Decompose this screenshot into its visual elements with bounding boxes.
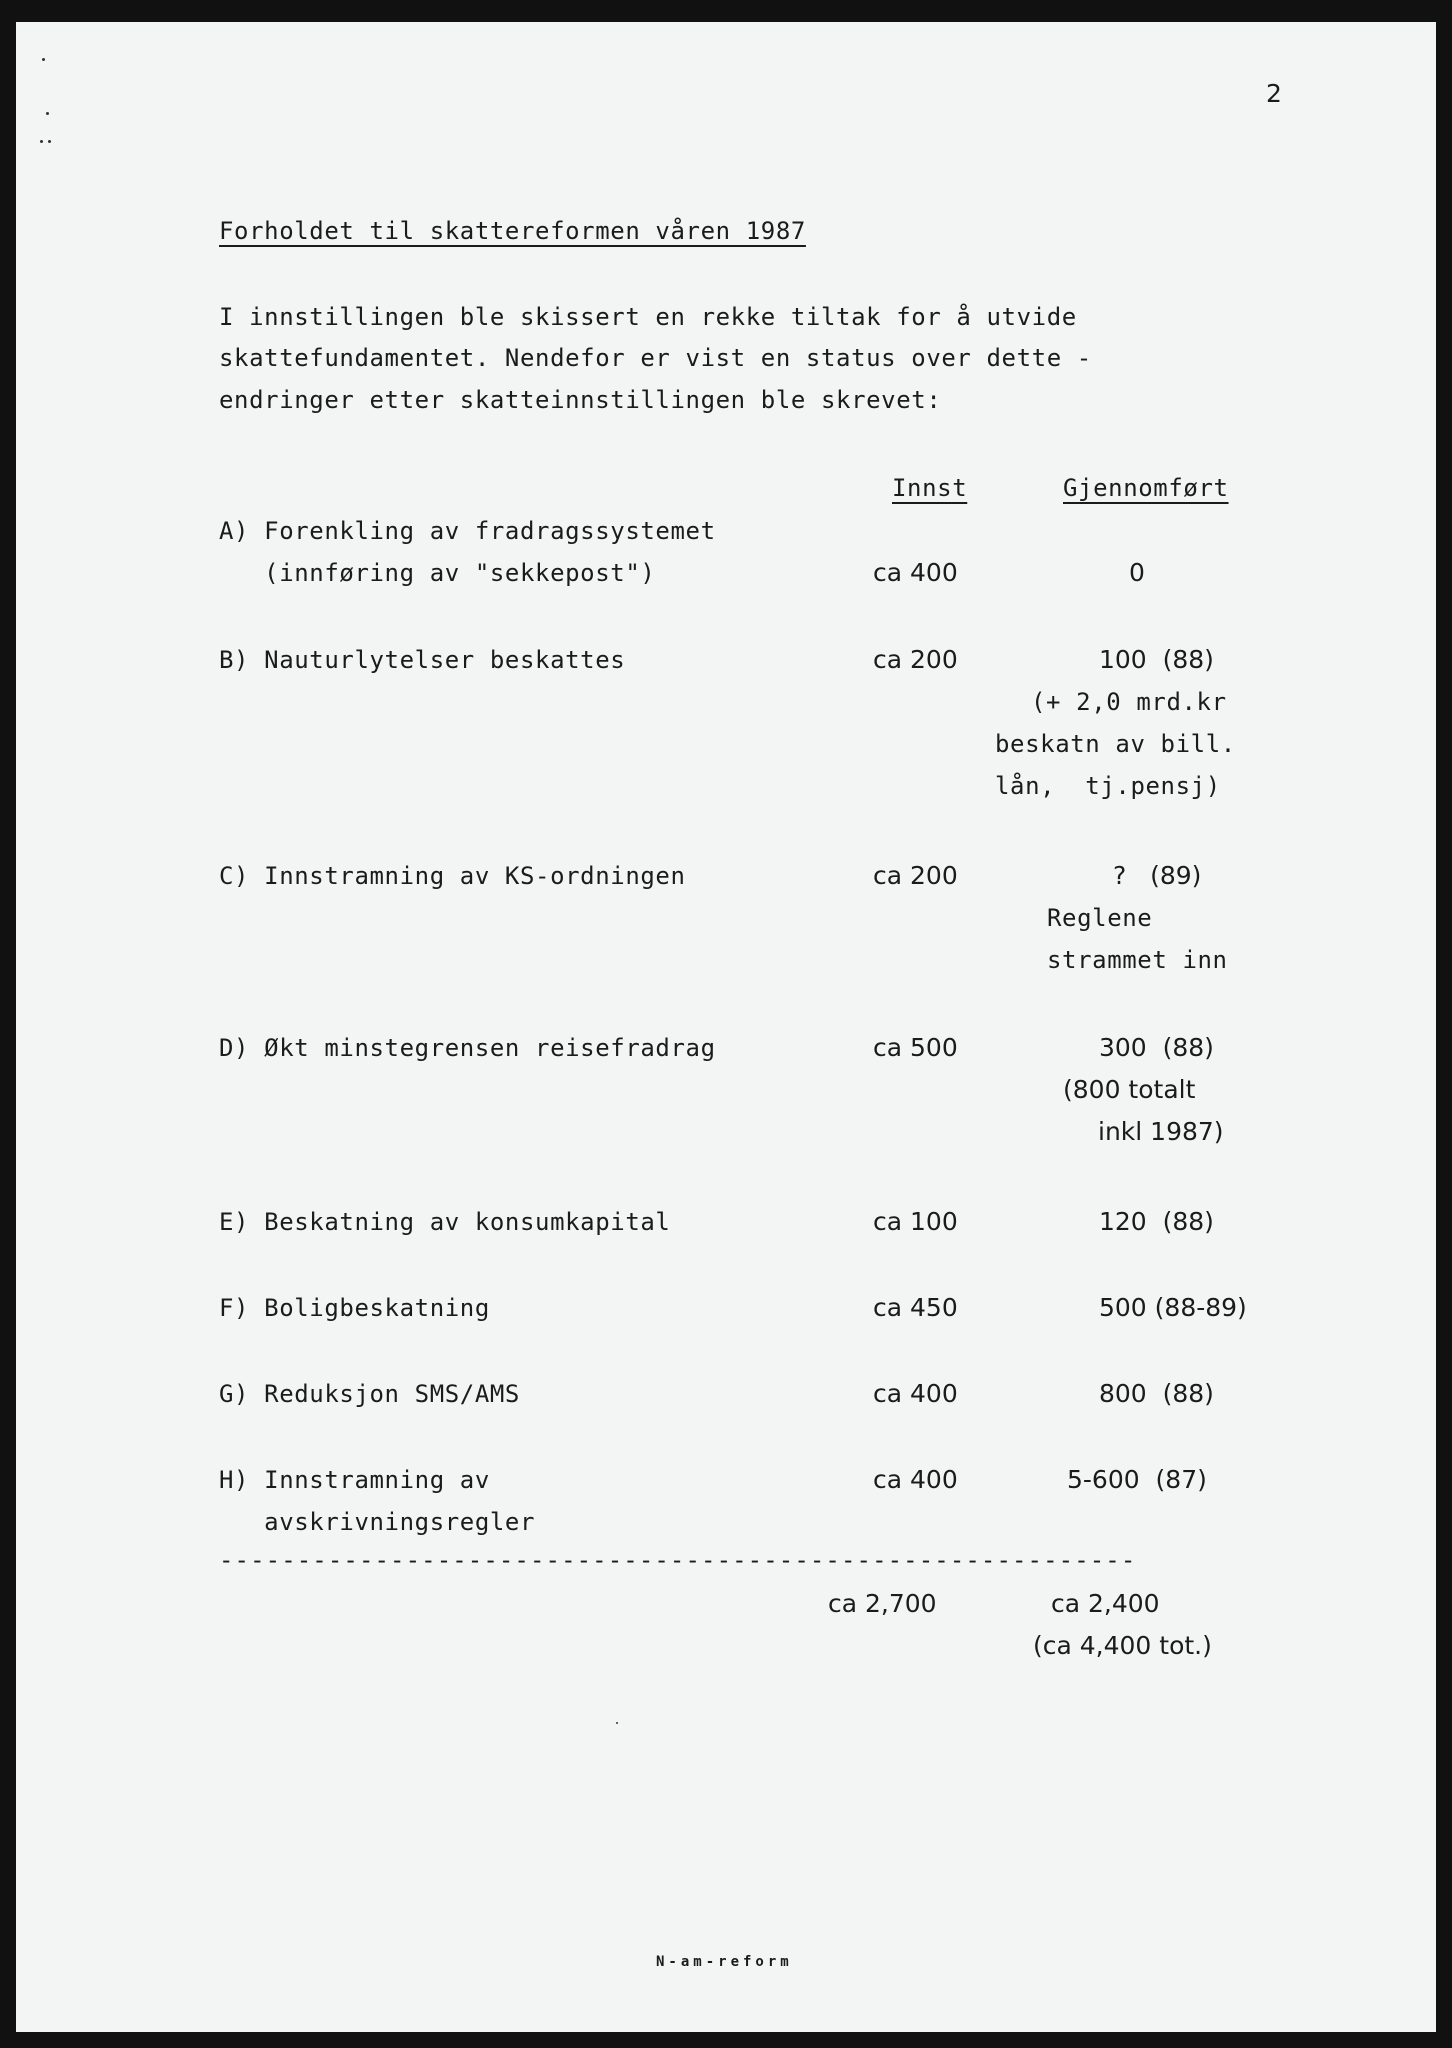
- scan-speck: [616, 1722, 618, 1724]
- row-gjennomfort-note: Reglene: [1047, 904, 1153, 932]
- row-label: B) Nauturlytelser beskattes: [219, 646, 626, 674]
- row-gjennomfort-value: 5-600 (87): [1067, 1465, 1207, 1494]
- row-gjennomfort-value: 800 (88): [1099, 1379, 1214, 1408]
- row-innst-value: ca 500: [873, 1033, 958, 1062]
- row-label: A) Forenkling av fradragssystemet: [219, 517, 716, 545]
- row-innst-value: ca 450: [873, 1293, 958, 1322]
- row-label: E) Beskatning av konsumkapital: [219, 1208, 671, 1236]
- scan-speck: [46, 112, 49, 115]
- row-innst-value: ca 400: [873, 558, 958, 587]
- row-gjennomfort-note: strammet inn: [1047, 946, 1228, 974]
- scan-speck: [40, 140, 43, 143]
- row-gjennomfort-note: inkl 1987): [1098, 1117, 1224, 1146]
- row-label: C) Innstramning av KS-ordningen: [219, 862, 686, 890]
- page-number: 2: [1266, 79, 1282, 108]
- intro-line: skattefundamentet. Nendefor er vist en status over dette -: [219, 344, 1092, 372]
- row-innst-value: ca 400: [873, 1465, 958, 1494]
- total-gjennomfort: ca 2,400: [1051, 1589, 1160, 1618]
- scan-speck: [48, 140, 51, 143]
- row-gjennomfort-value: 100 (88): [1099, 645, 1214, 674]
- row-label: F) Boligbeskatning: [219, 1294, 490, 1322]
- row-gjennomfort-note: beskatn av bill.: [995, 730, 1236, 758]
- row-gjennomfort-value: 500 (88-89): [1099, 1293, 1247, 1322]
- footer-reference: N-am-reform: [656, 1954, 793, 1970]
- row-innst-value: ca 400: [873, 1379, 958, 1408]
- total-gjennomfort-note: (ca 4,400 tot.): [1033, 1631, 1212, 1660]
- section-heading: Forholdet til skattereformen våren 1987: [219, 217, 806, 245]
- document-page: [16, 22, 1436, 2032]
- row-innst-value: ca 100: [873, 1207, 958, 1236]
- separator-line: -----------------------------------------------------------: [219, 1546, 1137, 1574]
- column-header-innst: Innst: [892, 474, 968, 502]
- scan-speck: [42, 58, 45, 61]
- row-label: avskrivningsregler: [219, 1508, 536, 1536]
- row-gjennomfort-value: 120 (88): [1099, 1207, 1214, 1236]
- intro-line: I innstillingen ble skissert en rekke tiltak for å utvide: [219, 303, 1077, 331]
- row-gjennomfort-note: (+ 2,0 mrd.kr: [1031, 688, 1227, 716]
- row-gjennomfort-note: lån, tj.pensj): [995, 772, 1221, 800]
- row-label: H) Innstramning av: [219, 1466, 490, 1494]
- row-label: (innføring av "sekkepost"): [219, 559, 656, 587]
- row-label: G) Reduksjon SMS/AMS: [219, 1380, 520, 1408]
- row-innst-value: ca 200: [873, 645, 958, 674]
- row-gjennomfort-value: 0: [1129, 558, 1145, 587]
- row-gjennomfort-value: 300 (88): [1099, 1033, 1214, 1062]
- total-innst: ca 2,700: [828, 1589, 937, 1618]
- row-innst-value: ca 200: [873, 861, 958, 890]
- column-header-gjennomfort: Gjennomført: [1063, 474, 1229, 502]
- row-label: D) Økt minstegrensen reisefradrag: [219, 1034, 716, 1062]
- row-gjennomfort-note: (800 totalt: [1063, 1075, 1196, 1104]
- row-gjennomfort-value: ? (89): [1113, 861, 1202, 890]
- intro-line: endringer etter skatteinnstillingen ble skrevet:: [219, 386, 942, 414]
